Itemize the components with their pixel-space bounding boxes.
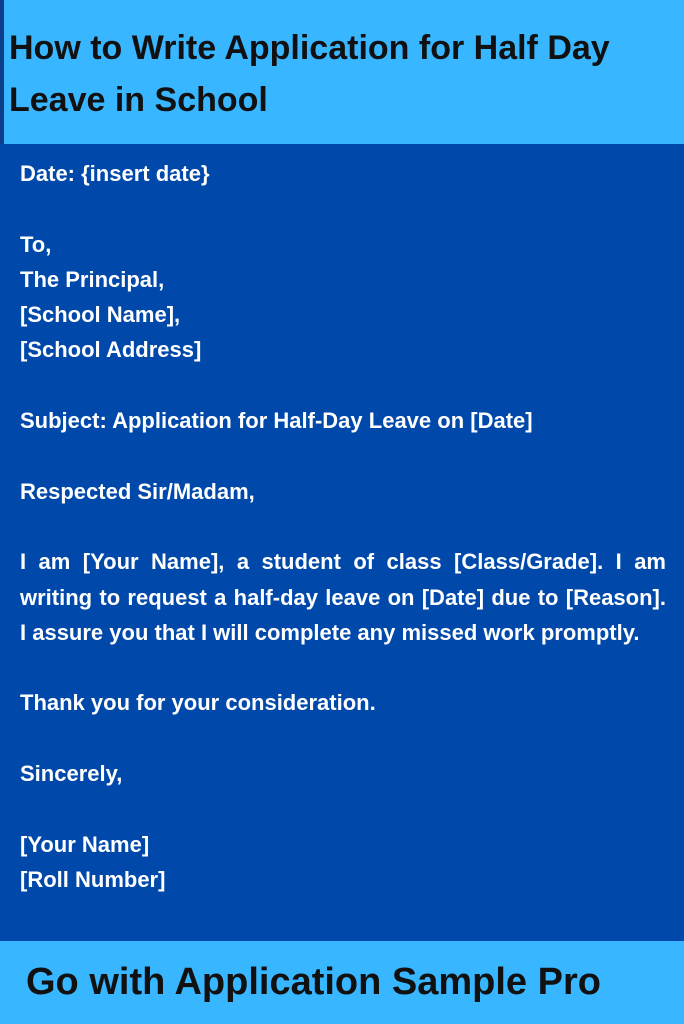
footer-banner <box>0 941 684 1024</box>
letter-salutation: Respected Sir/Madam, <box>20 478 255 504</box>
letter-body <box>20 156 666 897</box>
letter-to: To, <box>20 231 52 257</box>
letter-roll-number: [Roll Number] <box>20 866 166 892</box>
letter-subject: Subject: Application for Half-Day Leave on [Date] <box>20 408 533 434</box>
letter-date: Date: {insert date} <box>20 161 210 186</box>
spacer <box>20 650 666 685</box>
spacer <box>20 791 666 826</box>
letter-school-address: [School Address] <box>20 337 202 363</box>
header-banner <box>0 0 684 144</box>
spacer <box>20 368 666 403</box>
spacer <box>20 509 666 544</box>
letter-thanks: Thank you for your consideration. <box>20 690 376 716</box>
letter-body-paragraph: I am [Your Name], a student of class [Class/Grade]. I am writing to request a half-day leave on [Date] due to [Reason]. I assure you that I will complete any missed work promptly. <box>20 549 666 645</box>
letter-closing: Sincerely, <box>20 761 123 787</box>
letter-your-name: [Your Name] <box>20 831 150 857</box>
footer-branding: Go with Application Sample Pro <box>26 961 601 1003</box>
spacer <box>20 721 666 756</box>
spacer <box>20 438 666 473</box>
page-title: How to Write Application for Half Day Leave in School <box>9 29 610 119</box>
spacer <box>20 191 666 226</box>
letter-school-name: [School Name], <box>20 302 181 328</box>
letter-recipient: The Principal, <box>20 266 165 292</box>
